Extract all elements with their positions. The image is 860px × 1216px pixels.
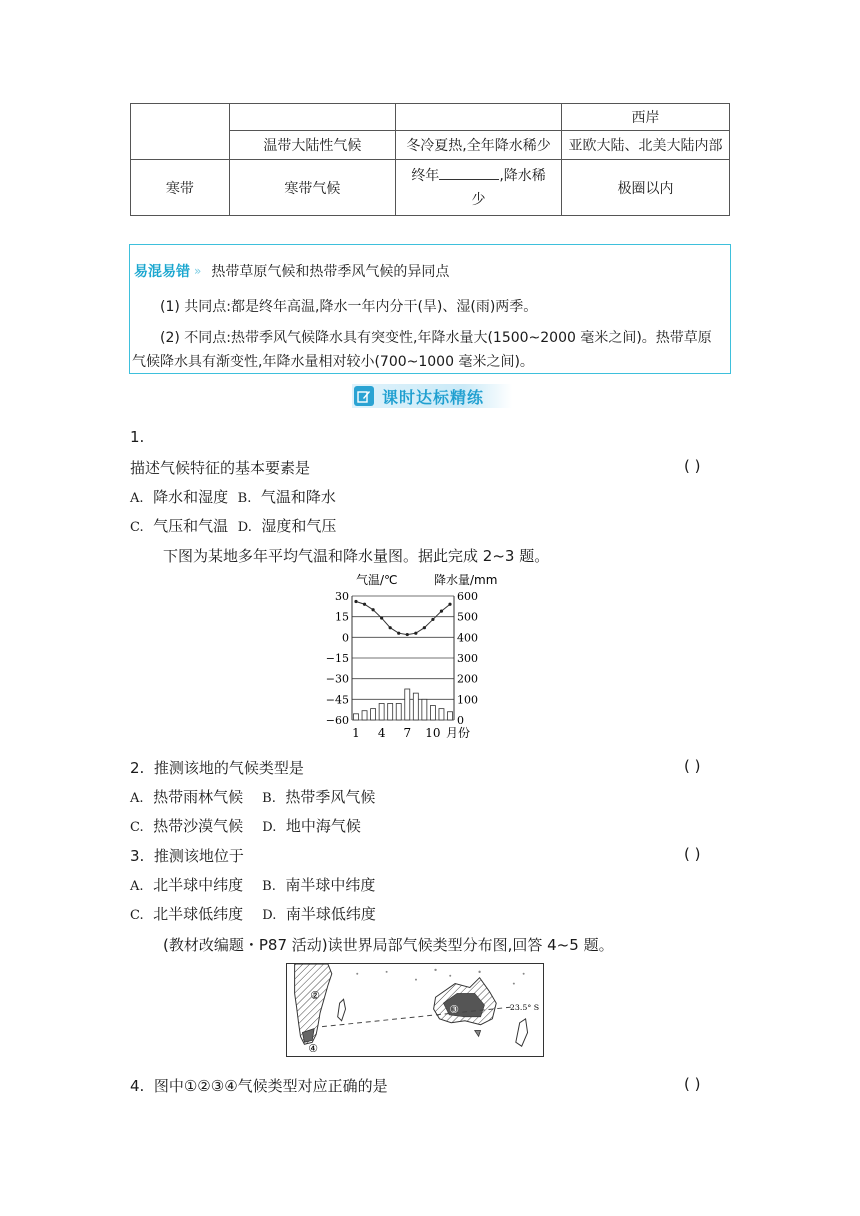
banner-title: 课时达标精练 bbox=[382, 387, 485, 407]
option-letter: C. bbox=[130, 908, 144, 923]
table-cell: 温带大陆性气候 bbox=[229, 131, 395, 160]
x-tick-label: 7 bbox=[403, 726, 412, 740]
precip-bar bbox=[405, 689, 410, 720]
islands bbox=[356, 969, 524, 985]
tip-box bbox=[129, 244, 731, 374]
option-a[interactable]: 热带雨林气候 bbox=[153, 788, 244, 806]
option-letter: A. bbox=[130, 879, 144, 894]
x-tick-label: 1 bbox=[352, 726, 360, 740]
marker-4: ④ bbox=[308, 1042, 318, 1056]
x-tick-label: 10 bbox=[425, 726, 441, 740]
precip-bar bbox=[413, 693, 418, 720]
climate-chart bbox=[325, 568, 498, 740]
option-c[interactable]: 北半球低纬度 bbox=[153, 905, 244, 923]
temperature-point bbox=[423, 626, 426, 629]
table-cell bbox=[131, 104, 230, 160]
option-b[interactable]: 热带季风气候 bbox=[285, 788, 376, 806]
tasmania bbox=[475, 1031, 481, 1037]
precip-tick-label: 400 bbox=[457, 631, 478, 645]
option-d[interactable]: 地中海气候 bbox=[285, 817, 361, 835]
temp-axis-label: 气温/℃ bbox=[356, 573, 398, 587]
precip-bar bbox=[371, 709, 376, 720]
table-cell-zone: 寒带 bbox=[131, 160, 230, 216]
x-axis-label: 月份 bbox=[446, 726, 471, 740]
option-a[interactable]: 北半球中纬度 bbox=[153, 876, 244, 894]
q3-line bbox=[130, 845, 244, 866]
q2-options-row2 bbox=[130, 815, 361, 836]
precip-tick-label: 0 bbox=[457, 714, 464, 727]
temperature-point bbox=[380, 616, 383, 619]
option-d[interactable]: 南半球低纬度 bbox=[285, 905, 376, 923]
precip-bar bbox=[354, 714, 359, 720]
table-cell: 冬冷夏热,全年降水稀少 bbox=[396, 131, 562, 160]
precip-axis-label: 降水量/mm bbox=[434, 573, 498, 587]
option-b[interactable]: 南半球中纬度 bbox=[285, 876, 376, 894]
precip-tick-label: 100 bbox=[457, 693, 478, 707]
q4-line bbox=[130, 1075, 388, 1096]
q1-number: 1. bbox=[130, 428, 145, 446]
precip-bar bbox=[396, 703, 401, 720]
option-d[interactable]: 湿度和气压 bbox=[261, 517, 337, 535]
temp-tick-label: −60 bbox=[325, 714, 349, 727]
table-cell: 亚欧大陆、北美大陆内部 bbox=[562, 131, 730, 160]
table-cell-feature: 终年 ,降水稀 少 bbox=[396, 160, 562, 216]
precip-bar bbox=[362, 711, 367, 720]
temp-tick-label: −15 bbox=[325, 652, 349, 665]
precip-bar bbox=[388, 703, 393, 720]
precip-tick-label: 600 bbox=[457, 590, 478, 603]
temp-tick-label: 15 bbox=[335, 610, 349, 624]
option-letter: D. bbox=[262, 820, 277, 835]
q4-number: 4. bbox=[130, 1077, 145, 1095]
q2-answer-paren[interactable]: ( ) bbox=[684, 757, 701, 775]
double-arrow-icon: » bbox=[194, 264, 202, 278]
option-letter: C. bbox=[130, 820, 144, 835]
temp-tick-label: 0 bbox=[342, 631, 349, 645]
climate-distribution-map bbox=[286, 963, 544, 1057]
temperature-point bbox=[440, 610, 443, 613]
q4-stem: 图中①②③④气候类型对应正确的是 bbox=[153, 1077, 388, 1095]
temp-tick-label: 30 bbox=[335, 590, 349, 603]
temperature-point bbox=[354, 600, 357, 603]
precip-bar bbox=[439, 709, 444, 720]
marker-2: ② bbox=[310, 989, 320, 1003]
q3-options-row1 bbox=[130, 874, 375, 895]
pencil-icon bbox=[354, 386, 374, 406]
q2-stem: 推测该地的气候类型是 bbox=[153, 759, 304, 777]
temperature-point bbox=[414, 632, 417, 635]
new-zealand bbox=[516, 1019, 528, 1046]
tip-line-3: 气候降水具有渐变性,年降水量相对较小(700~1000 毫米之间)。 bbox=[132, 354, 534, 370]
q3-number: 3. bbox=[130, 847, 145, 865]
option-letter: B. bbox=[262, 791, 276, 806]
temperature-point bbox=[397, 632, 400, 635]
option-letter: A. bbox=[130, 791, 144, 806]
latitude-label: 23.5° S bbox=[509, 1003, 540, 1012]
tip-title: 热带草原气候和热带季风气候的异同点 bbox=[211, 264, 450, 280]
option-letter: B. bbox=[237, 491, 252, 506]
table-cell: 西岸 bbox=[562, 104, 730, 131]
precip-bar bbox=[422, 699, 427, 720]
x-tick-label: 4 bbox=[377, 726, 386, 740]
madagascar bbox=[338, 999, 346, 1021]
table-cell bbox=[229, 104, 395, 131]
option-c[interactable]: 热带沙漠气候 bbox=[153, 817, 244, 835]
option-letter: D. bbox=[262, 908, 277, 923]
q3-answer-paren[interactable]: ( ) bbox=[684, 845, 701, 863]
q2-line bbox=[130, 757, 304, 778]
q2-number: 2. bbox=[130, 759, 145, 777]
climate-table bbox=[130, 103, 730, 216]
precip-tick-label: 200 bbox=[457, 672, 478, 686]
q3-options-row2 bbox=[130, 903, 376, 924]
q1-stem: 描述气候特征的基本要素是 bbox=[130, 459, 311, 477]
q2-options-row1 bbox=[130, 786, 375, 807]
temp-tick-label: −45 bbox=[325, 693, 349, 707]
temperature-point bbox=[448, 603, 451, 606]
tip-line-2: (2) 不同点:热带季风气候降水具有突变性,年降水量大(1500~2000 毫米之间)。热带草原 bbox=[160, 330, 712, 346]
intro-q4-q5: (教材改编题・P87 活动)读世界局部气候类型分布图,回答 4~5 题。 bbox=[163, 936, 614, 954]
precip-tick-label: 300 bbox=[457, 652, 478, 665]
option-b[interactable]: 气温和降水 bbox=[260, 488, 336, 506]
section-banner bbox=[352, 384, 512, 408]
fill-blank[interactable] bbox=[439, 166, 499, 180]
option-letter: D. bbox=[237, 520, 252, 535]
tip-header bbox=[134, 261, 449, 281]
precip-bar bbox=[430, 706, 435, 720]
precip-bar bbox=[379, 703, 384, 720]
q4-answer-paren[interactable]: ( ) bbox=[684, 1075, 701, 1093]
intro-q2-q3: 下图为某地多年平均气温和降水量图。据此完成 2~3 题。 bbox=[163, 547, 550, 565]
marker-3: ③ bbox=[449, 1002, 459, 1016]
tip-tag: 易混易错 bbox=[134, 264, 190, 280]
table-cell-type: 寒带气候 bbox=[229, 160, 395, 216]
option-letter: C. bbox=[130, 520, 144, 535]
q3-stem: 推测该地位于 bbox=[153, 847, 244, 865]
precip-tick-label: 500 bbox=[457, 610, 478, 624]
precip-bar bbox=[448, 712, 453, 720]
temp-tick-label: −30 bbox=[325, 672, 349, 686]
temperature-point bbox=[363, 603, 366, 606]
option-c[interactable]: 气压和气温 bbox=[153, 517, 229, 535]
temperature-line bbox=[356, 602, 450, 635]
q1-options-row1 bbox=[130, 486, 336, 507]
q1-options-row2 bbox=[130, 515, 336, 536]
temperature-point bbox=[406, 633, 409, 636]
temperature-point bbox=[389, 626, 392, 629]
table-cell-region: 极圈以内 bbox=[562, 160, 730, 216]
tip-line-1: (1) 共同点:都是终年高温,降水一年内分干(旱)、湿(雨)两季。 bbox=[160, 299, 538, 315]
temperature-point bbox=[431, 618, 434, 621]
table-cell bbox=[396, 104, 562, 131]
q1-answer-paren[interactable]: ( ) bbox=[684, 457, 701, 475]
temperature-point bbox=[371, 608, 374, 611]
option-letter: A. bbox=[130, 491, 144, 506]
option-a[interactable]: 降水和湿度 bbox=[153, 488, 229, 506]
option-letter: B. bbox=[262, 879, 276, 894]
